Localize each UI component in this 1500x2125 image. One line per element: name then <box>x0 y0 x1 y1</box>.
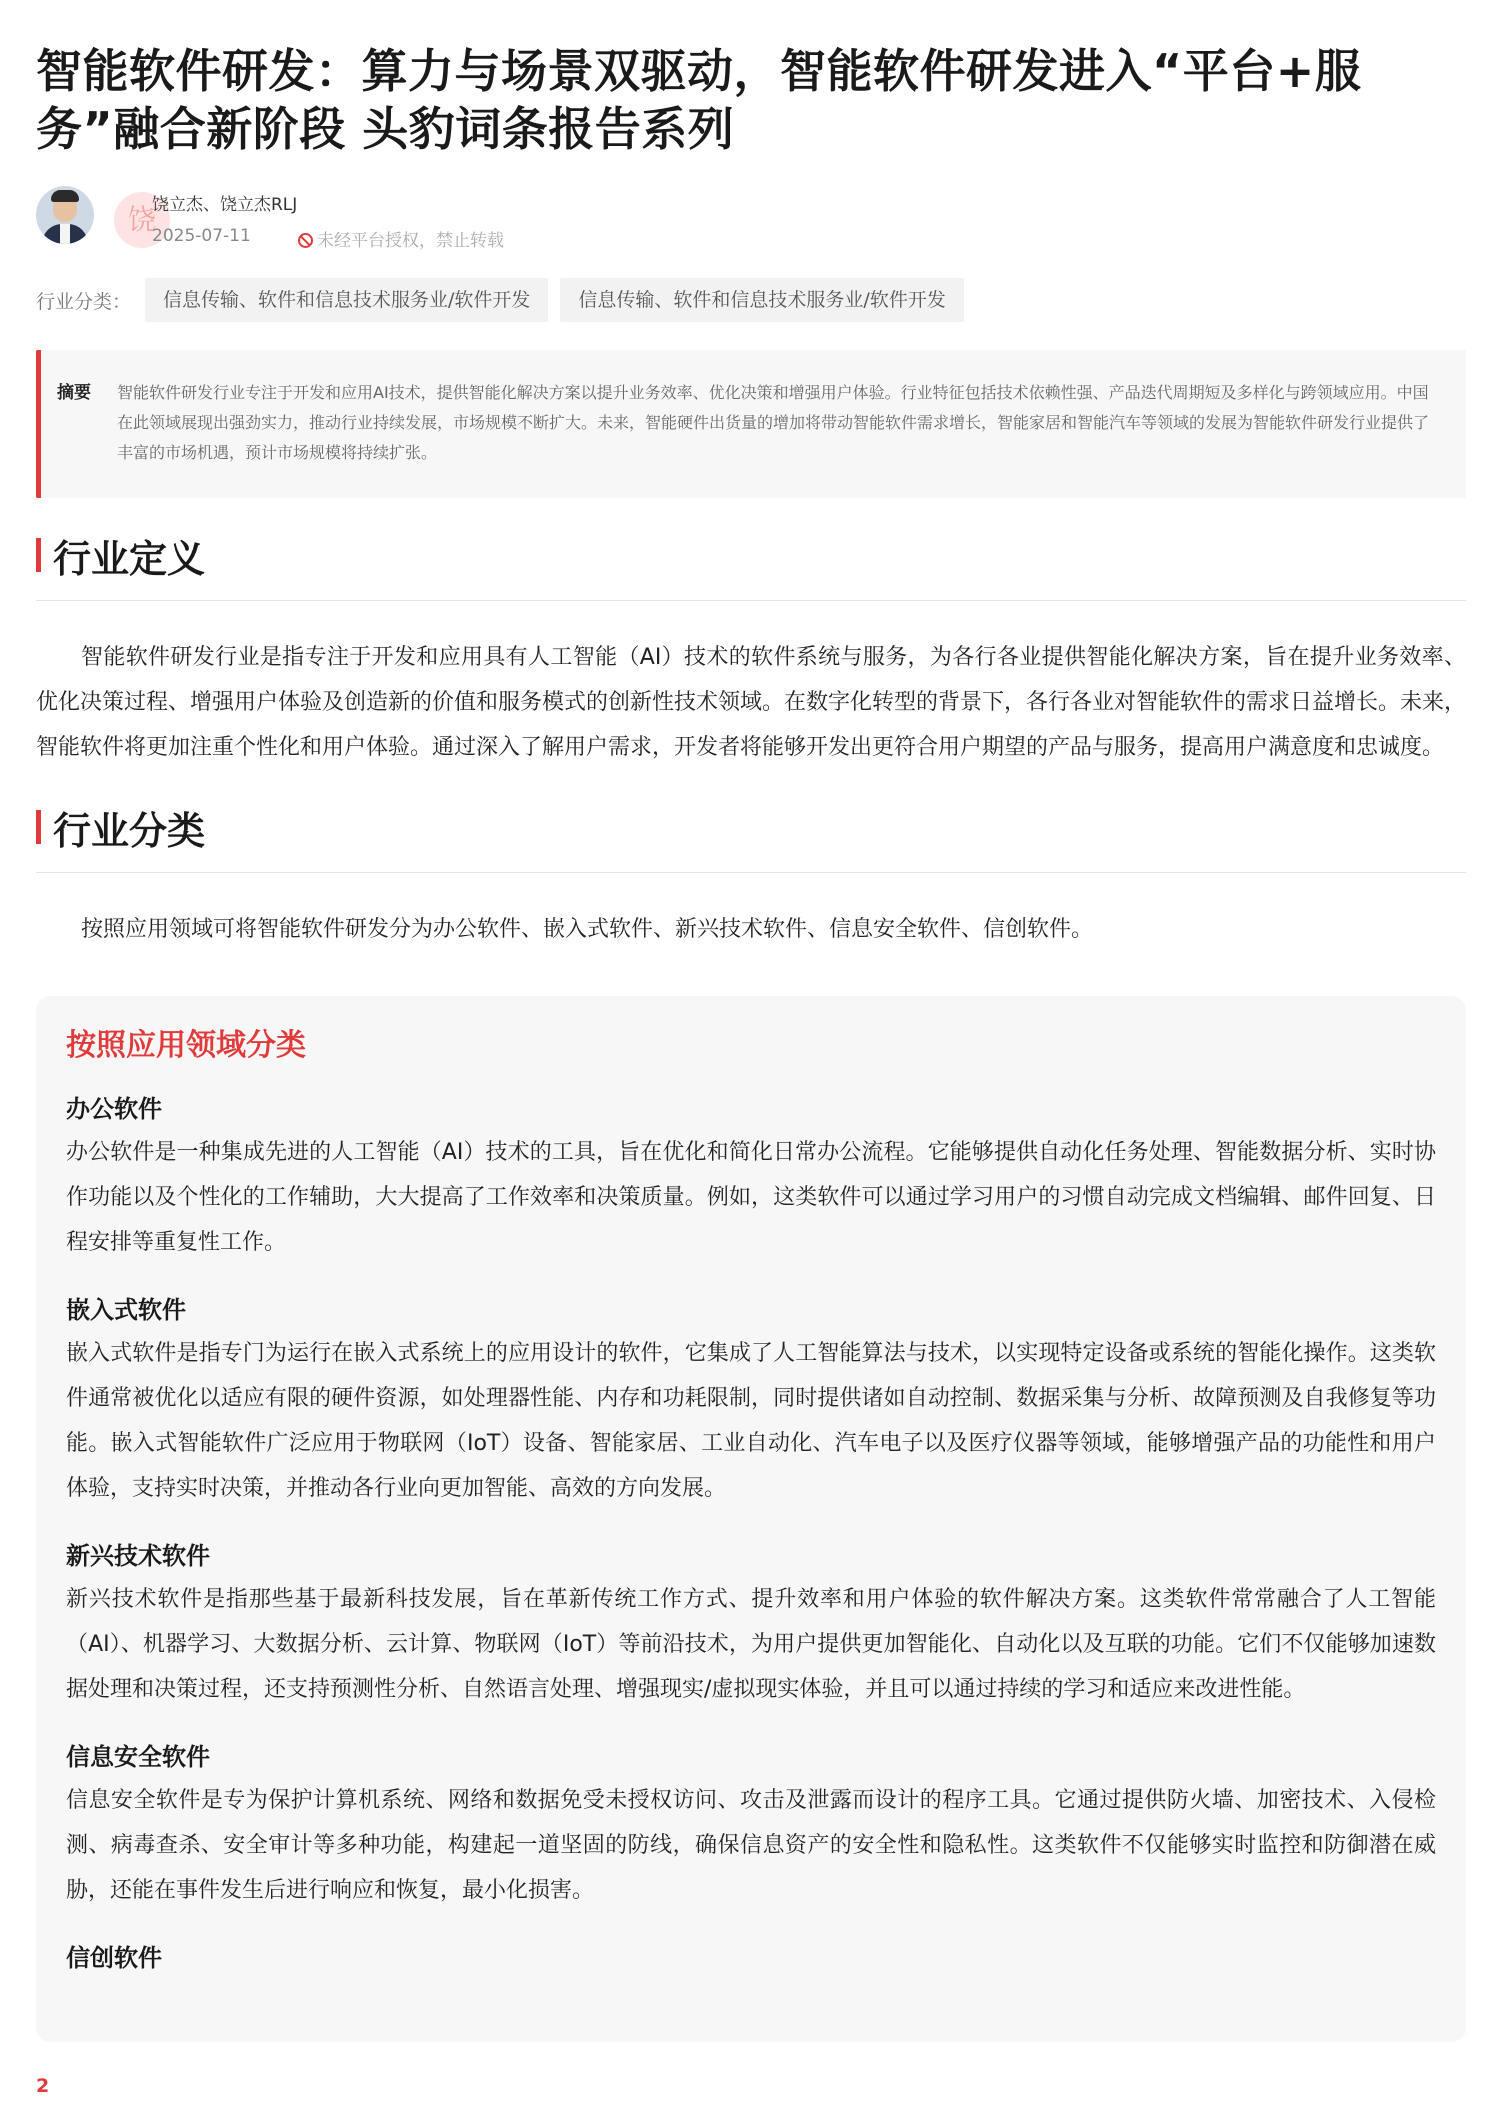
section-title: 行业定义 <box>53 536 206 581</box>
category-title: 新兴技术软件 <box>66 1542 210 1570</box>
category-description: 办公软件是一种集成先进的人工智能（AI）技术的工具，旨在优化和简化日常办公流程。它能够提供自动化任务处理、智能数据分析、实时协作功能以及个性化的工作辅助，大大提高了工作效率和决策质量。例如，这类软件可以通过学习用户的习惯自动完成文档编辑、邮件回复、日程安排等重复性工作。 <box>66 1140 1436 1255</box>
section-accent-bar <box>36 538 41 572</box>
abstract-text: 智能软件研发行业专注于开发和应用AI技术，提供智能化解决方案以提升业务效率、优化决策和增强用户体验。行业特征包括技术依赖性强、产品迭代周期短及多样化与跨领域应用。中国在此领域展现出强劲实力，推动行业持续发展，市场规模不断扩大。未来，智能硬件出货量的增加将带动智能软件需求增长，智能家居和智能汽车等领域的发展为智能软件研发行业提供了丰富的市场机遇，预计市场规模将持续扩张。 <box>117 383 1430 462</box>
industry-tag[interactable]: 信息传输、软件和信息技术服务业/软件开发 <box>145 278 548 322</box>
author-badge: 饶 <box>114 192 170 248</box>
avatar-shirt-shape <box>60 224 70 244</box>
author-block <box>36 186 1466 256</box>
abstract-label: 摘要 <box>57 383 91 403</box>
industry-tag[interactable]: 信息传输、软件和信息技术服务业/软件开发 <box>560 278 963 322</box>
category-description: 新兴技术软件是指那些基于最新科技发展，旨在革新传统工作方式、提升效率和用户体验的软件解决方案。这类软件常常融合了人工智能（AI）、机器学习、大数据分析、云计算、物联网（IoT）等前沿技术，为用户提供更加智能化、自动化以及互联的功能。它们不仅能够加速数据处理和决策过程，还支持预测性分析、自然语言处理、增强现实/虚拟现实体验，并且可以通过持续的学习和适应来改进性能。 <box>66 1587 1436 1702</box>
section-divider <box>36 872 1466 873</box>
section-heading-definition <box>36 530 1466 580</box>
publish-date: 2025-07-11 <box>152 226 251 246</box>
definition-paragraph: 智能软件研发行业是指专注于开发和应用具有人工智能（AI）技术的软件系统与服务，为各行各业提供智能化解决方案，旨在提升业务效率、优化决策过程、增强用户体验及创造新的价值和服务模式的创新性技术领域。在数字化转型的背景下，各行各业对智能软件的需求日益增长。未来，智能软件将更加注重个性化和用户体验。通过深入了解用户需求，开发者将能够开发出更符合用户期望的产品与服务，提高用户满意度和忠诚度。 <box>36 645 1467 760</box>
copyright-notice <box>298 226 504 251</box>
avatar-hair-shape <box>51 190 79 202</box>
industry-label: 行业分类： <box>36 290 132 313</box>
page-number: 2 <box>36 2075 50 2097</box>
category-title: 信创软件 <box>66 1944 162 1972</box>
report-page <box>36 0 1466 2042</box>
classification-paragraph: 按照应用领域可将智能软件研发分为办公软件、嵌入式软件、新兴技术软件、信息安全软件、信创软件。 <box>81 917 1094 942</box>
category-title: 嵌入式软件 <box>66 1296 186 1324</box>
abstract-box <box>36 350 1466 498</box>
category-title: 信息安全软件 <box>66 1743 210 1771</box>
section-accent-bar <box>36 810 41 844</box>
classification-card <box>36 996 1466 2042</box>
industry-row <box>36 278 1466 322</box>
category-description: 嵌入式软件是指专门为运行在嵌入式系统上的应用设计的软件，它集成了人工智能算法与技术，以实现特定设备或系统的智能化操作。这类软件通常被优化以适应有限的硬件资源，如处理器性能、内存和功耗限制，同时提供诸如自动控制、数据采集与分析、故障预测及自我修复等功能。嵌入式智能软件广泛应用于物联网（IoT）设备、智能家居、工业自动化、汽车电子以及医疗仪器等领域，能够增强产品的功能性和用户体验，支持实时决策，并推动各行业向更加智能、高效的方向发展。 <box>66 1341 1436 1501</box>
card-title: 按照应用领域分类 <box>66 1028 306 1063</box>
section-divider <box>36 600 1466 601</box>
category-description: 信息安全软件是专为保护计算机系统、网络和数据免受未授权访问、攻击及泄露而设计的程序工具。它通过提供防火墙、加密技术、入侵检测、病毒查杀、安全审计等多种功能，构建起一道坚固的防线，确保信息资产的安全性和隐私性。这类软件不仅能够实时监控和防御潜在威胁，还能在事件发生后进行响应和恢复，最小化损害。 <box>66 1788 1436 1903</box>
ban-icon <box>298 233 313 248</box>
avatar[interactable] <box>36 186 94 244</box>
page-title: 智能软件研发：算力与场景双驱动，智能软件研发进入“平台+服务”融合新阶段 头豹词条报告系列 <box>36 44 1362 156</box>
author-name[interactable]: 饶立杰、饶立杰RLJ <box>152 195 298 215</box>
copyright-text: 未经平台授权，禁止转载 <box>317 231 504 251</box>
category-title: 办公软件 <box>66 1095 162 1123</box>
section-heading-classification <box>36 802 1466 852</box>
section-title: 行业分类 <box>53 808 206 853</box>
